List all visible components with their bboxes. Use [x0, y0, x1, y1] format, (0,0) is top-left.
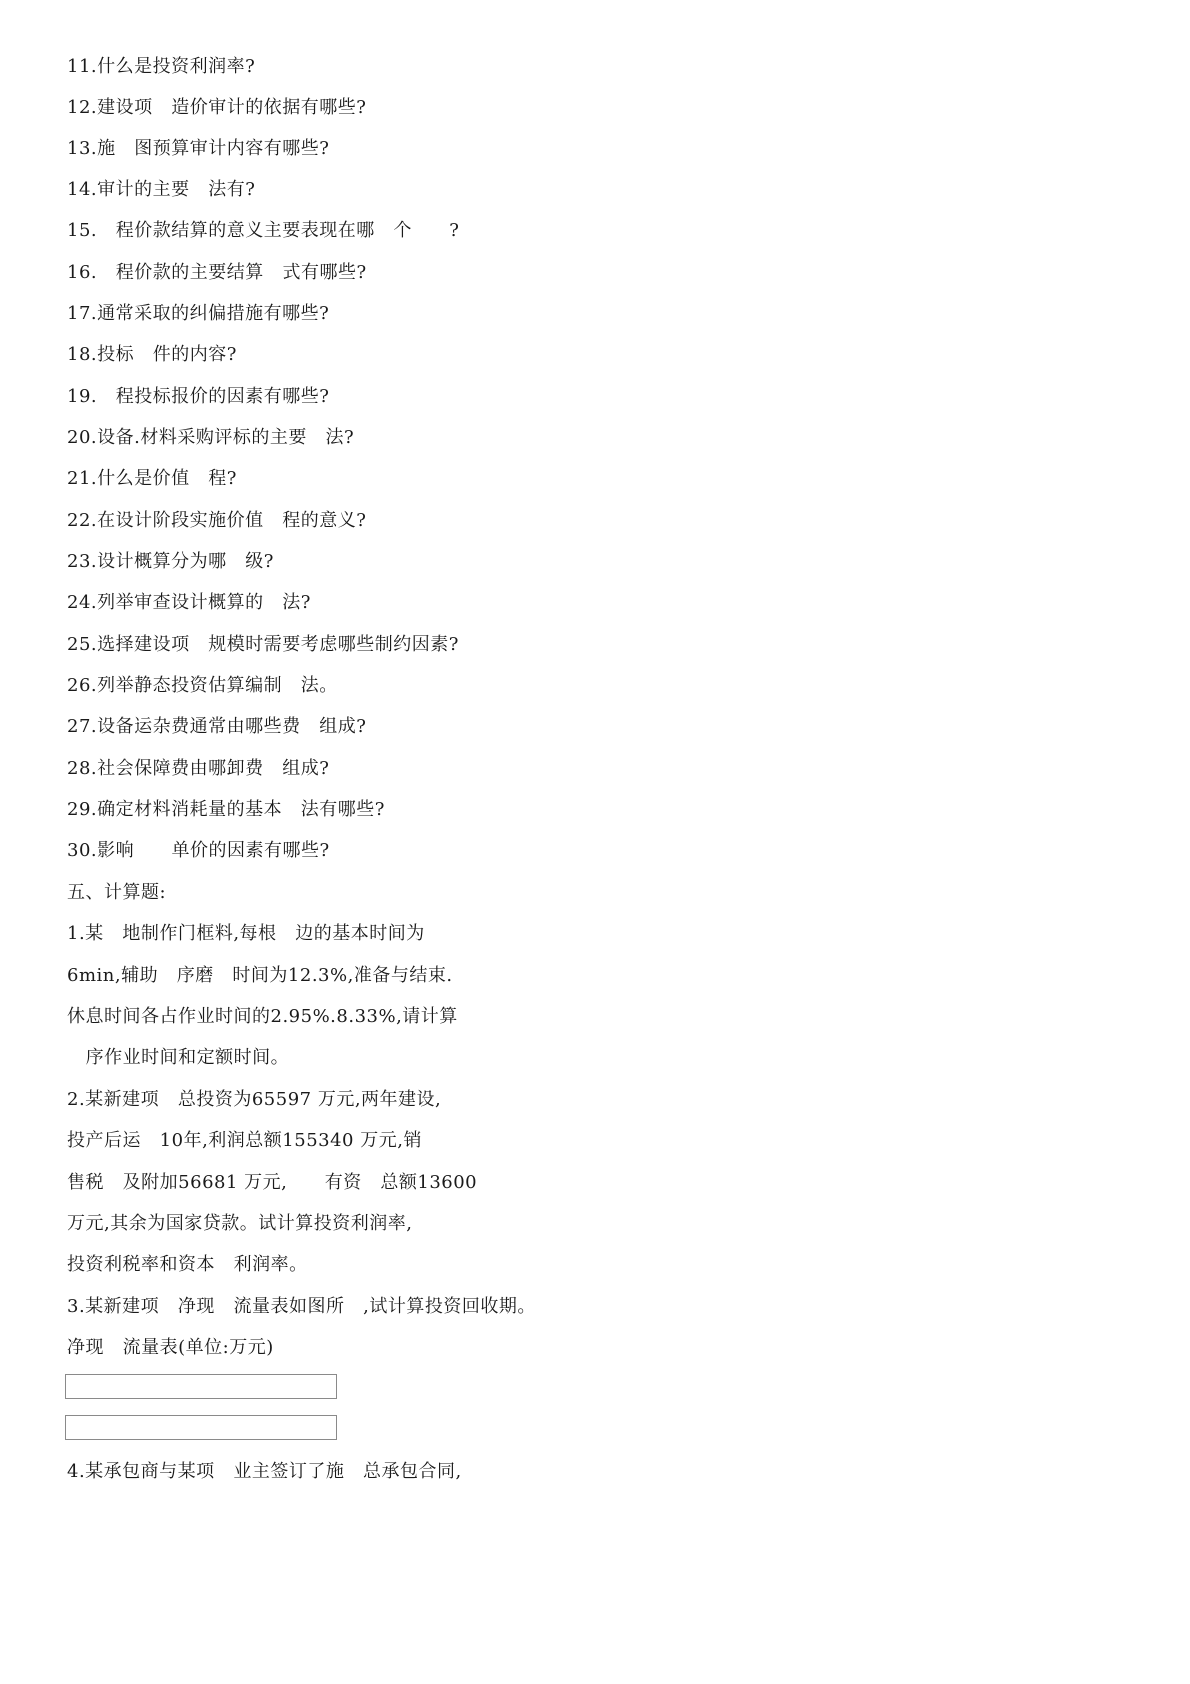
question-24: 24.列举审查设计概算的 法?	[67, 592, 311, 613]
problem1-line: 序作业时间和定额时间。	[67, 1047, 290, 1068]
question-22: 22.在设计阶段实施价值 程的意义?	[67, 510, 367, 531]
question-15: 15. 程价款结算的意义主要表现在哪 个 ?	[67, 220, 460, 241]
question-19: 19. 程投标报价的因素有哪些?	[67, 386, 330, 407]
question-27: 27.设备运杂费通常由哪些费 组成?	[67, 716, 367, 737]
question-25: 25.选择建设项 规模时需要考虑哪些制约因素?	[67, 634, 459, 655]
problem2-line: 投产后运 10年,利润总额155340 万元,销	[67, 1130, 422, 1151]
question-14: 14.审计的主要 法有?	[67, 179, 256, 200]
question-29: 29.确定材料消耗量的基本 法有哪些?	[67, 799, 385, 820]
problem3-line: 3.某新建项 净现 流量表如图所 ,试计算投资回收期。	[67, 1296, 536, 1317]
question-23: 23.设计概算分为哪 级?	[67, 551, 274, 572]
problem1-line: 1.某 地制作门框料,每根 边的基本时间为	[67, 923, 425, 944]
question-17: 17.通常采取的纠偏措施有哪些?	[67, 303, 330, 324]
question-26: 26.列举静态投资估算编制 法。	[67, 675, 338, 696]
question-18: 18.投标 件的内容?	[67, 344, 237, 365]
problem2-line: 投资利税率和资本 利润率。	[67, 1254, 308, 1275]
problem2-line: 售税 及附加56681 万元, 有资 总额13600	[67, 1172, 478, 1193]
problem1-line: 6min,辅助 序磨 时间为12.3%,准备与结束.	[67, 965, 453, 986]
question-21: 21.什么是价值 程?	[67, 468, 237, 489]
section-heading: 五、计算题:	[67, 882, 167, 903]
question-16: 16. 程价款的主要结算 式有哪些?	[67, 262, 367, 283]
question-28: 28.社会保障费由哪卸费 组成?	[67, 758, 330, 779]
question-13: 13.施 图预算审计内容有哪些?	[67, 138, 330, 159]
problem4-line: 4.某承包商与某项 业主签订了施 总承包合同,	[67, 1461, 462, 1482]
table-placeholder-box	[65, 1415, 337, 1440]
question-11: 11.什么是投资利润率?	[67, 56, 256, 77]
question-20: 20.设备.材料采购评标的主要 法?	[67, 427, 355, 448]
question-30: 30.影响 单价的因素有哪些?	[67, 840, 330, 861]
problem2-line: 万元,其余为国家贷款。试计算投资利润率,	[67, 1213, 413, 1234]
cash-flow-table-caption: 净现 流量表(单位:万元)	[67, 1337, 274, 1358]
problem1-line: 休息时间各占作业时间的2.95%.8.33%,请计算	[67, 1006, 458, 1027]
table-placeholder-box	[65, 1374, 337, 1399]
problem2-line: 2.某新建项 总投资为65597 万元,两年建设,	[67, 1089, 442, 1110]
question-12: 12.建设项 造价审计的依据有哪些?	[67, 97, 367, 118]
